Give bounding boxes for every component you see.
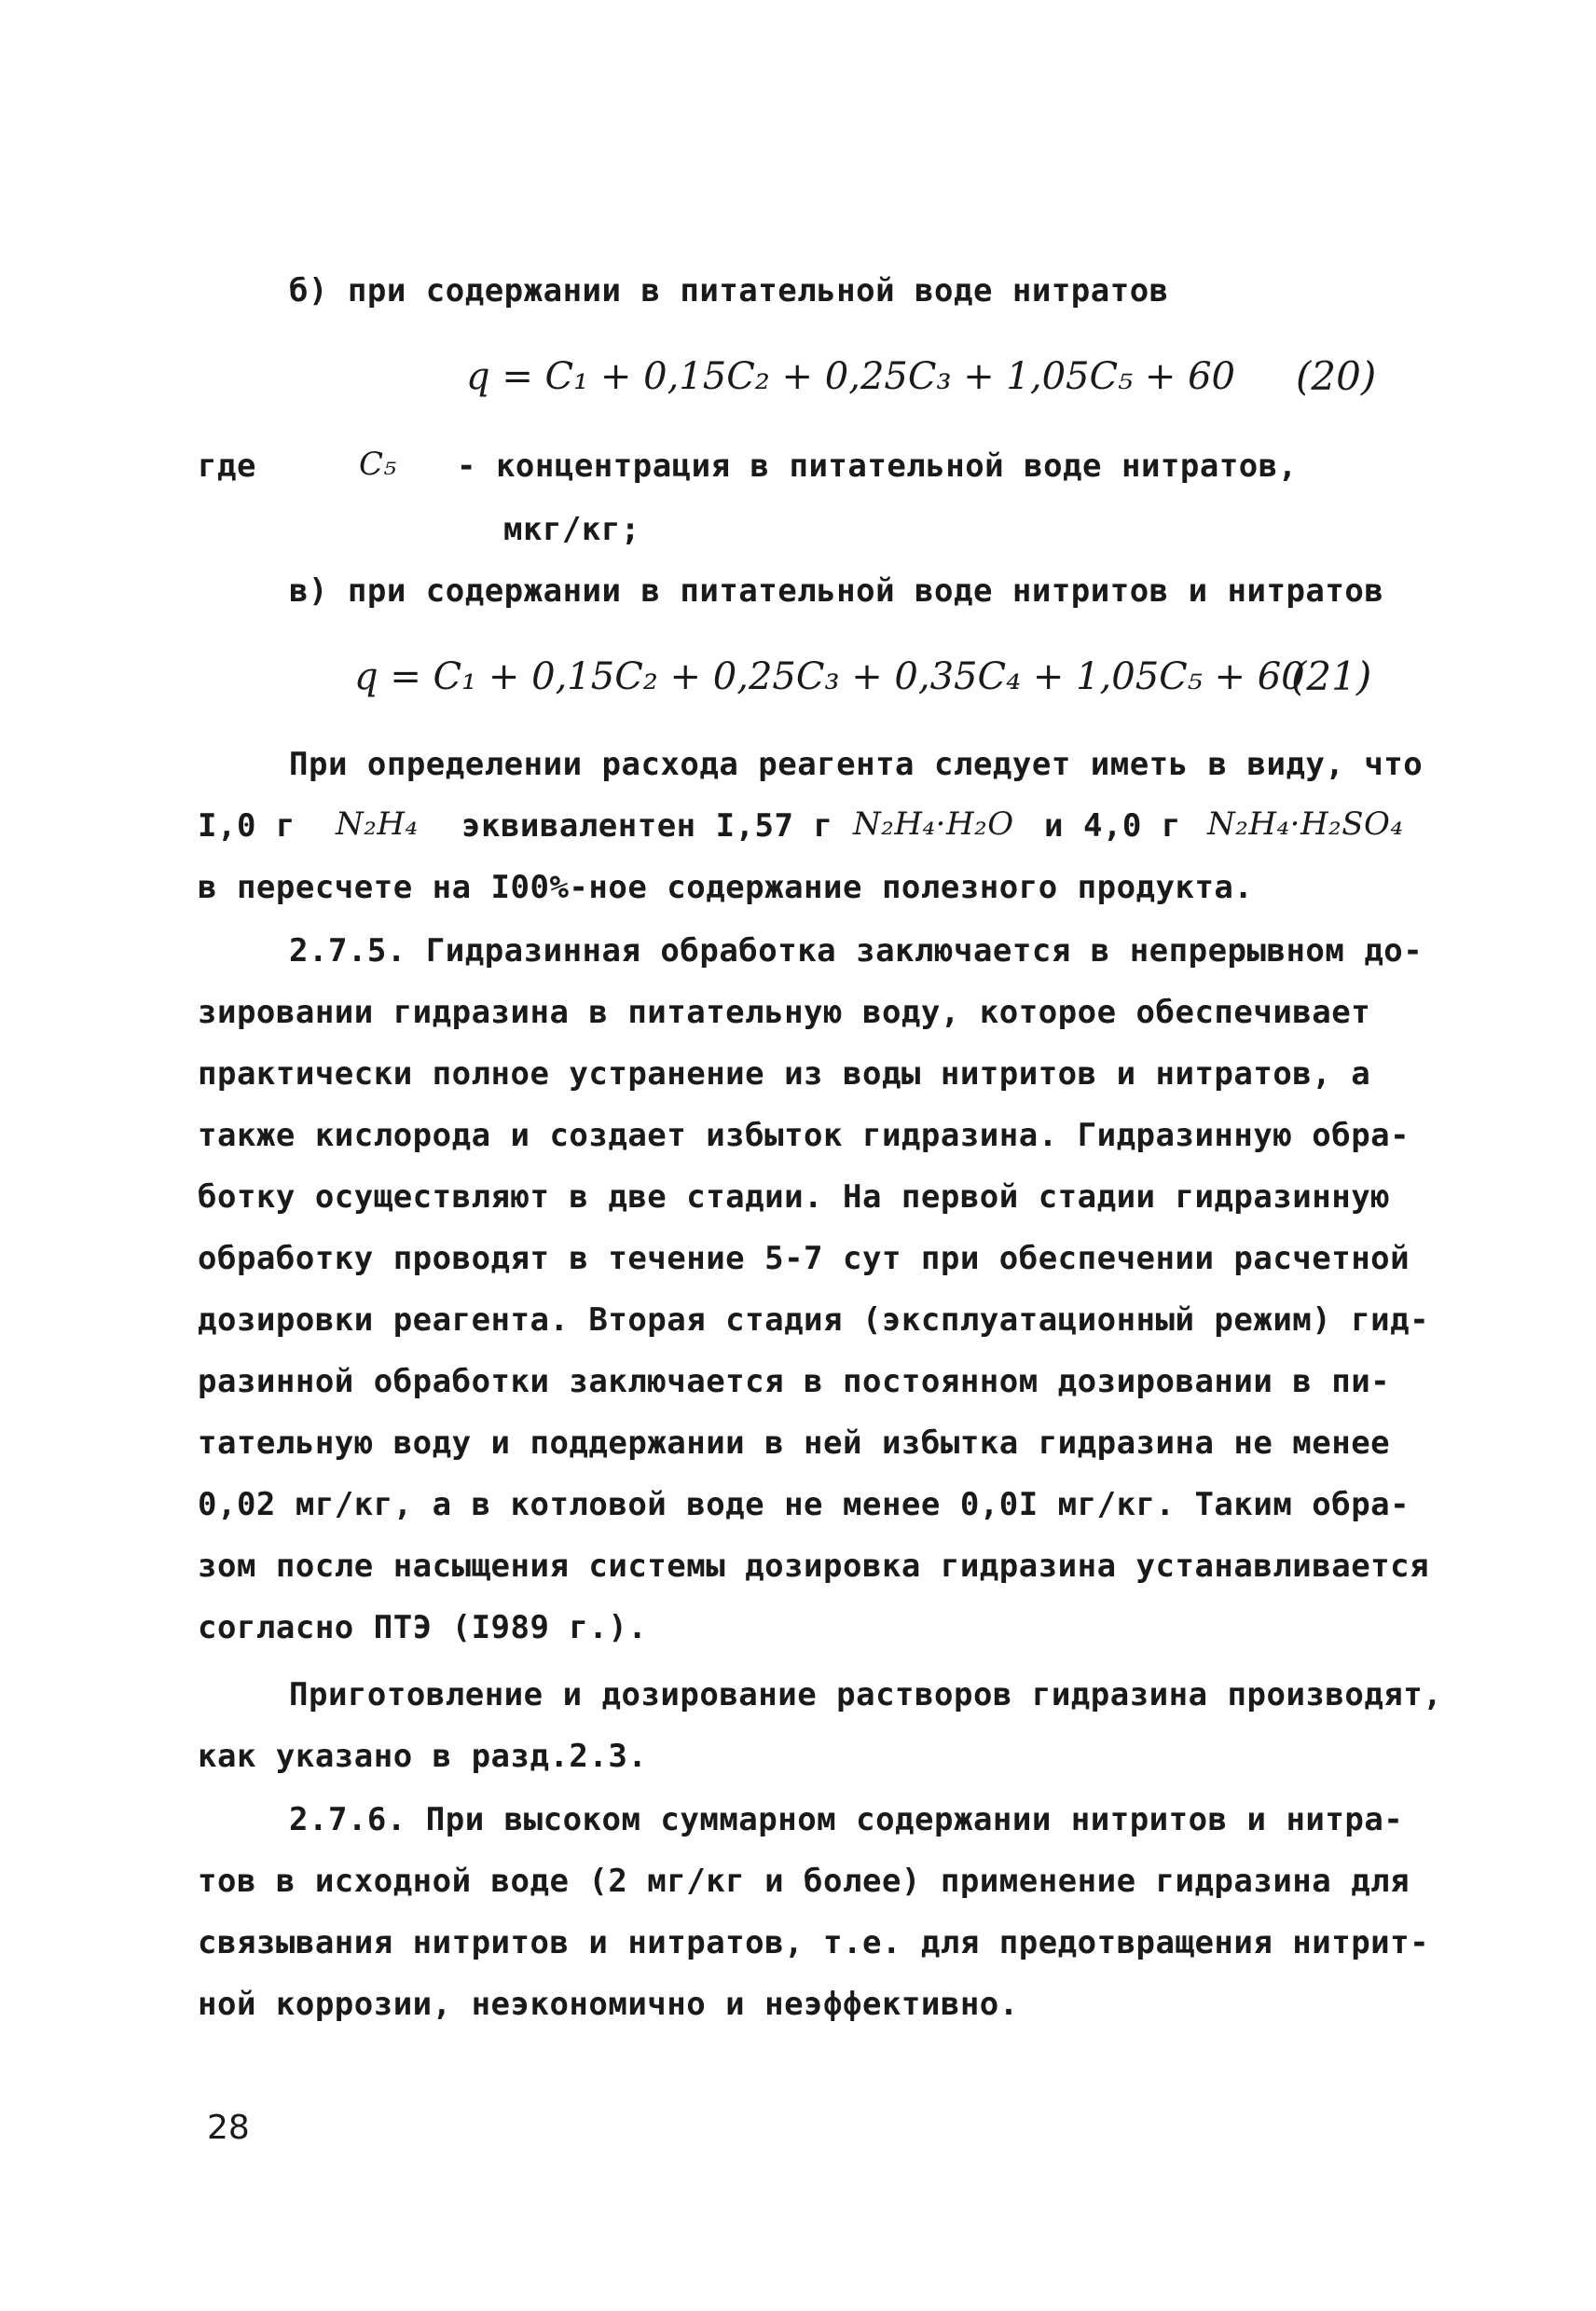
section-275-line-9: тательную воду и поддержании в ней избытка гидразина не менее — [198, 1424, 1391, 1462]
preparation-line-1: Приготовление и дозирование растворов гидразина производят, — [289, 1676, 1443, 1713]
item-v-heading: в) при содержании в питательной воде нитритов и нитратов — [289, 572, 1384, 610]
c5-symbol: C₅ — [359, 446, 397, 483]
formula-hydrazine-hydrate: N₂H₄·H₂O — [853, 805, 1014, 843]
section-275-line-6: обработку проводят в течение 5-7 сут при обеспечении расчетной — [198, 1240, 1410, 1277]
section-275-line-1: 2.7.5. Гидразинная обработка заключается в непрерывном до- — [289, 932, 1424, 970]
where-label: где — [198, 447, 256, 485]
preparation-line-2: как указано в разд.2.3. — [198, 1738, 648, 1775]
section-275-line-4: также кислорода и создает избыток гидразина. Гидразинную обра- — [198, 1117, 1410, 1154]
formula-20: q = C₁ + 0,15C₂ + 0,25C₃ + 1,05C₅ + 60 — [466, 355, 1235, 398]
section-275-line-5: ботку осуществляют в две стадии. На первой стадии гидразинную — [198, 1178, 1391, 1216]
section-276-line-3: связывания нитритов и нитратов, т.е. для предотвращения нитрит- — [198, 1924, 1430, 1961]
section-276-line-4: ной коррозии, неэкономично и неэффективно. — [198, 1986, 1019, 2023]
formula-hydrazine: N₂H₄ — [336, 805, 419, 843]
section-275-line-8: разинной обработки заключается в постоянном дозировании в пи- — [198, 1363, 1391, 1400]
section-275-line-7: дозировки реагента. Вторая стадия (эксплуатационный режим) гид- — [198, 1301, 1430, 1339]
reagent-note-line-3: в пересчете на I00%-ное содержание полезного продукта. — [198, 869, 1254, 906]
section-275-line-3: практически полное устранение из воды нитритов и нитратов, а — [198, 1055, 1371, 1093]
formula-20-number: (20) — [1296, 353, 1377, 399]
section-275-line-10: 0,02 мг/кг, а в котловой воде не менее 0,0I мг/кг. Таким обра- — [198, 1486, 1410, 1523]
section-276-line-2: тов в исходной воде (2 мг/кг и более) применение гидразина для — [198, 1863, 1410, 1900]
c5-unit: мкг/кг; — [503, 511, 640, 548]
section-275-line-12: согласно ПТЭ (I989 г.). — [198, 1609, 648, 1646]
section-276-line-1: 2.7.6. При высоком суммарном содержании нитритов и нитра- — [289, 1801, 1404, 1838]
reagent-note-line-1: При определении расхода реагента следует иметь в виду, что — [289, 746, 1424, 783]
formula-21-number: (21) — [1291, 653, 1372, 699]
formula-21: q = C₁ + 0,15C₂ + 0,25C₃ + 0,35C₄ + 1,05C₅ + 60 — [354, 655, 1305, 698]
reagent-note-line-2b: эквивалентен I,57 г — [461, 807, 833, 845]
c5-definition: - концентрация в питательной воде нитратов, — [457, 447, 1298, 485]
item-b-heading: б) при содержании в питательной воде нитратов — [289, 272, 1169, 310]
formula-hydrazine-sulfate: N₂H₄·H₂SO₄ — [1207, 805, 1404, 843]
section-275-line-2: зировании гидразина в питательную воду, которое обеспечивает — [198, 994, 1371, 1031]
section-275-line-11: зом после насыщения системы дозировка гидразина устанавливается — [198, 1548, 1430, 1585]
reagent-note-line-2a: I,0 г — [198, 807, 296, 845]
page-number: 28 — [207, 2109, 250, 2147]
reagent-note-line-2c: и 4,0 г — [1044, 807, 1181, 845]
